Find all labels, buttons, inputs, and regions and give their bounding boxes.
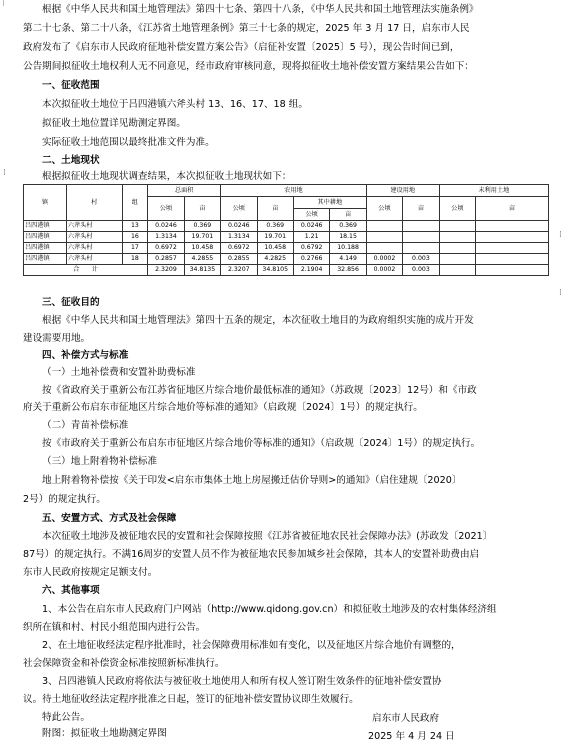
section-1-line-3: 实际征收土地范围以最终批准文件为准。 [42, 137, 215, 148]
section-5-line-2: 87号）的规定执行。不满16周岁的安置人员不作为被征地农民参加城乡社会保障，其本人的安置补助费由启 [23, 549, 480, 560]
table-row [24, 243, 549, 254]
section-4-title: 四、补偿方式与标准 [42, 350, 129, 361]
cell-farm-hectare: 1.3134 [221, 232, 257, 243]
cell-arable-hectare: 0.0246 [293, 221, 329, 232]
section-4-p3-line-2: 2号）的规定执行。 [23, 494, 106, 505]
cell-total-mu: 19.701 [184, 232, 220, 243]
header-farmland: 农用地 [221, 185, 367, 197]
closing-text: 特此公告。 [42, 712, 90, 723]
unit-mu: 亩 [403, 197, 439, 221]
cell-unused-mu [476, 265, 549, 276]
unit-hectare: 公顷 [148, 197, 184, 221]
cell-construction-mu: 0.003 [403, 254, 439, 265]
cell-unused-hectare [439, 243, 475, 254]
cell-unused-mu [476, 232, 549, 243]
cell-unused-hectare [439, 265, 475, 276]
cell-construction-mu [403, 232, 439, 243]
unit-mu: 亩 [184, 197, 220, 221]
cell-construction-hectare [366, 221, 402, 232]
cell-farm-mu: 4.2825 [257, 254, 293, 265]
header-town: 镇 [24, 185, 67, 221]
cell-farm-mu: 10.458 [257, 243, 293, 254]
table-row [24, 221, 549, 232]
cell-farm-hectare: 2.3207 [221, 265, 257, 276]
cell-town: 吕四港镇 [24, 243, 67, 254]
cell-group: 17 [122, 243, 148, 254]
margin-mark: ⁞ [3, 168, 6, 178]
cell-total-mu: 34.8135 [184, 265, 220, 276]
intro-line-2: 第二十七条、第二十八条，《江苏省土地管理条例》第三十七条的规定，2025 年 3 月 17 日，启东市人民 [23, 23, 470, 34]
cell-total-mu: 0.369 [184, 221, 220, 232]
cell-village: 六斧头村 [66, 232, 122, 243]
section-3-line-1: 根据《中华人民共和国土地管理法》第四十五条的规定，本次征收土地目的为政府组织实施的成片开发 [42, 315, 474, 326]
cell-arable-mu: 18.15 [330, 232, 366, 243]
section-5-line-1: 本次征收土地涉及被征地农民的安置和社会保障按照《江苏省被征地农民社会保障办法》(苏政发〔2021〕 [42, 531, 493, 542]
section-4-p2: 按《市政府关于重新公布启东市征地区片综合地价等标准的通知》（启政规〔2024〕1号）的规定执行。 [42, 438, 481, 449]
cell-farm-mu: 0.369 [257, 221, 293, 232]
section-2-title: 二、土地现状 [42, 155, 100, 166]
section-1-line-1: 本次拟征收土地位于吕四港镇六斧头村 13、16、17、18 组。 [42, 99, 308, 110]
cell-village: 六斧头村 [66, 221, 122, 232]
cell-arable-mu: 10.188 [330, 243, 366, 254]
cell-town: 吕四港镇 [24, 254, 67, 265]
unit-hectare: 公顷 [221, 197, 257, 221]
section-5-title: 五、安置方式、方式及社会保障 [42, 513, 177, 524]
cell-construction-hectare: 0.0002 [366, 254, 402, 265]
section-6-item-3-line-2: 议。待土地征收经法定程序批准之日起，签订的征地补偿安置协议即生效履行。 [23, 694, 359, 705]
header-construction-land: 建设用地 [366, 185, 439, 197]
cell-village: 六斧头村 [66, 254, 122, 265]
section-1-title: 一、征收范围 [42, 80, 100, 91]
signing-date: 2025 年 4 月 24 日 [368, 731, 455, 742]
cell-total-hectare: 1.3134 [148, 232, 184, 243]
section-6-title: 六、其他事项 [42, 585, 100, 596]
cell-total-mu: 10.458 [184, 243, 220, 254]
header-total-area: 总面积 [148, 185, 221, 197]
unit-mu: 亩 [330, 209, 366, 221]
section-4-p1-line-1: 按《省政府关于重新公布江苏省征地区片综合地价最低标准的通知》（苏政规〔2023〕12号）和《市政 [42, 385, 477, 396]
intro-line-3: 政府发布了《启东市人民政府征地补偿安置方案公告》（启征补安置〔2025〕5 号），现公告时间已到， [23, 42, 460, 53]
section-5-line-3: 东市人民政府按规定足额支付。 [23, 567, 158, 578]
intro-line-4: 公告期间拟征收土地权利人无不同意见，经市政府审核同意，现将拟征收土地补偿安置方案结果公告如下： [23, 61, 474, 72]
cell-construction-hectare [366, 232, 402, 243]
table-total-row [24, 265, 549, 276]
cell-total-hectare: 2.3209 [148, 265, 184, 276]
cell-group: 18 [122, 254, 148, 265]
header-village: 村 [66, 185, 122, 221]
intro-line-1: 根据《中华人民共和国土地管理法》第四十七条、第四十八条，《中华人民共和国土地管理法实施条例》 [42, 4, 479, 15]
header-unused-land: 未利用土地 [439, 185, 548, 197]
cell-arable-hectare: 1.21 [293, 232, 329, 243]
unit-mu: 亩 [476, 197, 549, 221]
cell-unused-mu [476, 243, 549, 254]
section-3-title: 三、征收目的 [42, 297, 100, 308]
section-6-item-3-line-1: 3、吕四港镇人民政府将依法与被征收土地使用人和所有权人签订附生效条件的征地补偿安置协 [42, 676, 442, 687]
cell-farm-hectare: 0.0246 [221, 221, 257, 232]
unit-hectare: 公顷 [293, 209, 329, 221]
cell-arable-mu: 32.856 [330, 265, 366, 276]
cell-unused-hectare [439, 232, 475, 243]
cell-construction-mu [403, 221, 439, 232]
cell-construction-hectare: 0.0002 [366, 265, 402, 276]
cell-construction-hectare [366, 243, 402, 254]
header-arable-land: 其中耕地 [293, 197, 366, 209]
section-4-sub-1: （一）土地补偿费和安置补助费标准 [42, 367, 196, 378]
land-status-table [23, 184, 549, 276]
cell-total-hectare: 0.0246 [148, 221, 184, 232]
cell-total-mu: 4.2855 [184, 254, 220, 265]
cell-total-label: 合 计 [24, 265, 148, 276]
cell-arable-hectare: 2.1904 [293, 265, 329, 276]
section-4-p3-line-1: 地上附着物补偿按《关于印发<启东市集体土地上房屋搬迁估价导则>的通知》（启住建规〔2020〕 [42, 475, 462, 486]
cell-farm-mu: 19.701 [257, 232, 293, 243]
cell-unused-hectare [439, 254, 475, 265]
section-6-item-1-line-1: 1、本公告在启东市人民政府门户网站（http://www.qidong.gov.cn）和拟征收土地涉及的农村集体经济组 [42, 604, 497, 615]
unit-hectare: 公顷 [439, 197, 475, 221]
cell-arable-hectare: 0.6792 [293, 243, 329, 254]
section-6-item-2-line-2: 社会保障资金和补偿资金标准按照新标准执行。 [23, 658, 225, 669]
section-3-line-2: 建设需要用地。 [23, 333, 91, 344]
header-group: 组 [122, 185, 148, 221]
section-1-line-2: 拟征收土地位置详见勘测定界图。 [42, 118, 186, 129]
cell-total-hectare: 0.6972 [148, 243, 184, 254]
section-6-item-1-line-2: 织所在镇和村、村民小组范围内进行公告。 [23, 622, 206, 633]
cell-arable-hectare: 0.2766 [293, 254, 329, 265]
section-6-item-2-line-1: 2、在土地征收经法定程序批准时，社会保障费用标准如有变化，以及征地区片综合地价有调整的， [42, 640, 461, 651]
table-row [24, 254, 549, 265]
cell-village: 六斧头村 [66, 243, 122, 254]
cell-farm-hectare: 0.2855 [221, 254, 257, 265]
table-row [24, 232, 549, 243]
unit-hectare: 公顷 [366, 197, 402, 221]
section-2-line-1: 根据拟征收土地现状调查结果，本次拟征收土地现状如下： [42, 171, 292, 182]
cell-unused-mu [476, 221, 549, 232]
cell-unused-mu [476, 254, 549, 265]
signing-organization: 启东市人民政府 [372, 713, 440, 724]
cell-farm-hectare: 0.6972 [221, 243, 257, 254]
cell-construction-mu [403, 243, 439, 254]
cell-town: 吕四港镇 [24, 232, 67, 243]
section-4-sub-2: （二）青苗补偿标准 [42, 420, 129, 431]
section-4-sub-3: （三）地上附着物补偿标准 [42, 456, 158, 467]
margin-mark: ⁞ [559, 288, 562, 298]
cell-farm-mu: 34.8105 [257, 265, 293, 276]
unit-mu: 亩 [257, 197, 293, 221]
cell-arable-mu: 4.149 [330, 254, 366, 265]
margin-mark: ⁞ [559, 230, 562, 240]
cell-arable-mu: 0.369 [330, 221, 366, 232]
cell-total-hectare: 0.2857 [148, 254, 184, 265]
cell-group: 16 [122, 232, 148, 243]
cell-construction-mu: 0.003 [403, 265, 439, 276]
page-edge-mark [3, 0, 4, 6]
cell-town: 吕四港镇 [24, 221, 67, 232]
attachment-note: 附图：拟征收土地勘测定界图 [42, 728, 167, 739]
cell-unused-hectare [439, 221, 475, 232]
section-4-p1-line-2: 府关于重新公布启东市征地区片综合地价等标准的通知》（启政规〔2024〕1号）的规定执行。 [23, 402, 423, 413]
cell-group: 13 [122, 221, 148, 232]
